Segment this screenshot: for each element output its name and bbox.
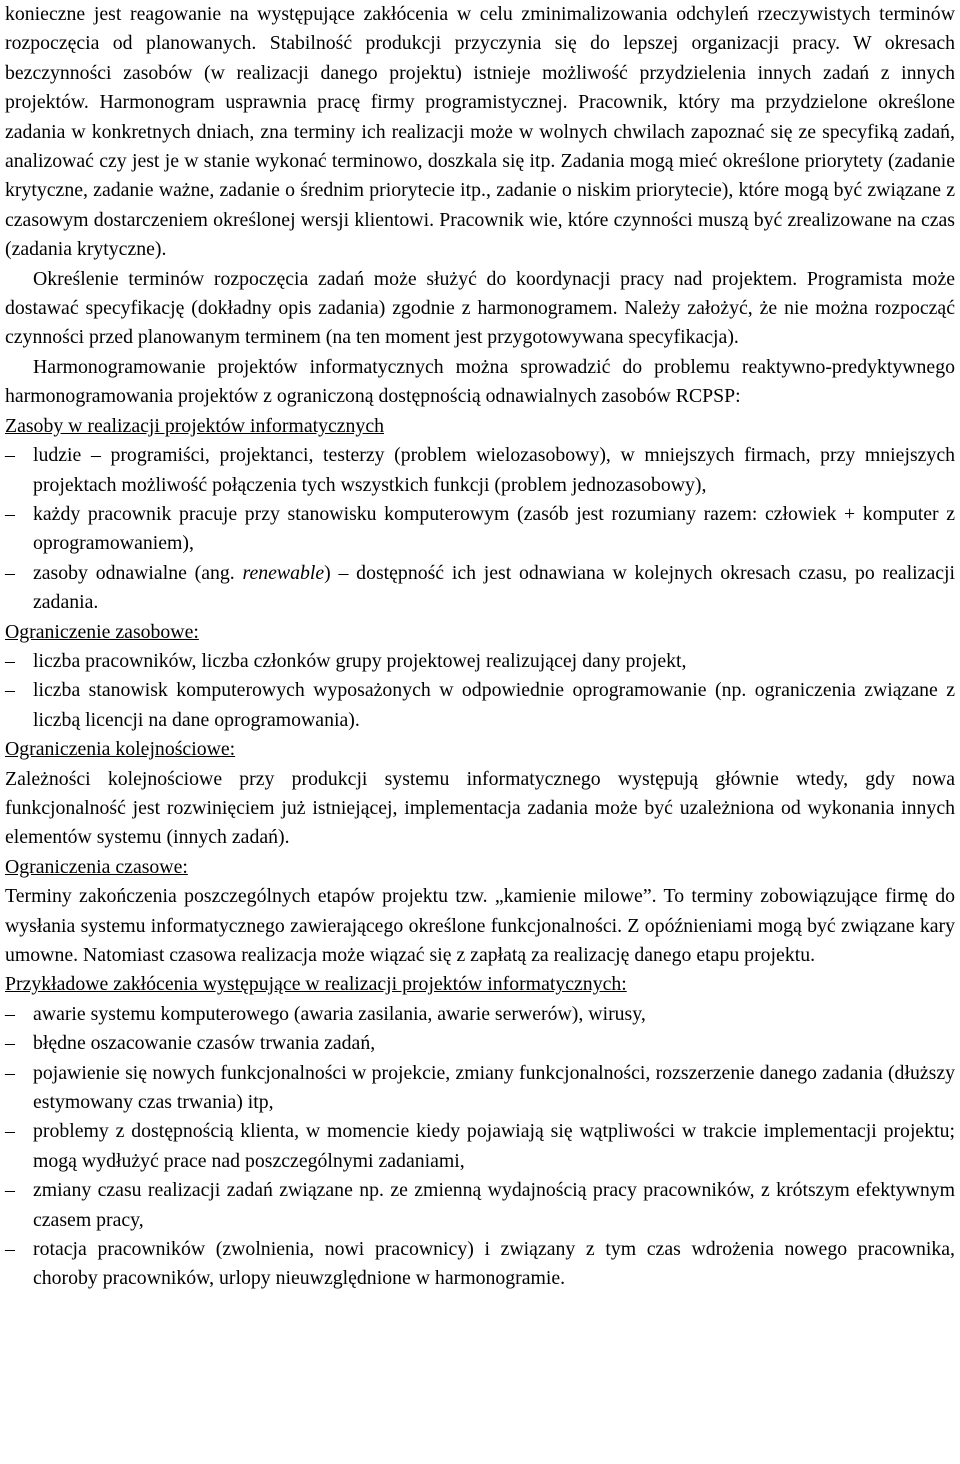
dash-bullet: – xyxy=(5,649,15,672)
heading-resources: Zasoby w realizacji projektów informatycznych xyxy=(5,414,384,437)
list-item xyxy=(5,676,955,735)
paragraph-schedule-stability: konieczne jest reagowanie na występujące zakłócenia w celu zminimalizowania odchyleń rzeczywistych terminów rozpoczęcia od planowanych. Stabilność produkcji przyczynia się do lepszej organizacji pracy. W okresach bezczynności zasobów (w realizacji danego projektu) istnieje możliwość przydzielenia innych zadań z innych projektów. Harmonogram usprawnia pracę firmy programistycznej. Pracownik, który ma przydzielone określone zadania w konkretnych dniach, zna terminy ich realizacji może w wolnych chwilach zapoznać się ze specyfiką zadań, analizować czy jest je w stanie wykonać terminowo, doszkala się itp. Zadania mogą mieć określone priorytety (zadanie krytyczne, zadanie ważne, zadanie o średnim priorytecie itp., zadanie o niskim priorytecie), które mogą być związane z czasowym dostarczeniem określonej wersji klientowi. Pracownik wie, które czynności muszą być zrealizowane na czas (zadania krytyczne). xyxy=(5,3,955,261)
paragraph-sequence-constraints: Zależności kolejnościowe przy produkcji systemu informatycznego występują głównie wtedy, gdy nowa funkcjonalność jest rozwinięciem już istniejącej, implementacja zadania może być uzależniona od wykonania innych elementów systemu (innych zadań). xyxy=(5,767,955,849)
list-item-text: liczba pracowników, liczba członków grupy projektowej realizującej dany projekt, xyxy=(33,649,687,672)
paragraph-time-constraints: Terminy zakończenia poszczególnych etapów projektu tzw. „kamienie milowe”. To terminy zobowiązujące firmę do wysłania systemu informatycznego zawierającego określone funkcjonalności. Z opóźnieniami mogą być związane kary umowne. Natomiast czasowa realizacja może wiązać się z zapłatą za realizację danego etapu projektu. xyxy=(5,885,955,966)
resources-list xyxy=(5,441,955,617)
list-item-text: błędne oszacowanie czasów trwania zadań, xyxy=(33,1032,376,1055)
dash-bullet: – xyxy=(5,1032,15,1055)
paragraph-rcpsp: Harmonogramowanie projektów informatycznych można sprowadzić do problemu reaktywno-predyktywnego harmonogramowania projektów z ograniczoną dostępnością odnawialnych zasobów RCPSP: xyxy=(5,355,955,408)
dash-bullet: – xyxy=(5,561,15,584)
dash-bullet: – xyxy=(5,679,15,702)
list-item-text: pojawienie się nowych funkcjonalności w projekcie, zmiany funkcjonalności, rozszerzenie danego zadania (dłuższy estymowany czas trwania) itp, xyxy=(33,1061,955,1114)
list-item-text-after: ) – dostępność ich jest odnawiana w kolejnych okresach czasu, po realizacji zadania. xyxy=(33,561,955,614)
list-item-text: rotacja pracowników (zwolnienia, nowi pracownicy) i związany z tym czas wdrożenia nowego pracownika, choroby pracowników, urlopy nieuwzględnione w harmonogramie. xyxy=(33,1238,955,1290)
dash-bullet: – xyxy=(5,1061,15,1084)
heading-sequence-constraints: Ograniczenia kolejnościowe: xyxy=(5,738,236,761)
paragraph-start-times: Określenie terminów rozpoczęcia zadań może służyć do koordynacji pracy nad projektem. Programista może dostawać specyfikację (dokładny opis zadania) zgodnie z harmonogramem. Należy założyć, że nie można rozpocząć czynności przed planowanym terminem (na ten moment jest przygotowywana specyfikacja). xyxy=(5,267,955,349)
list-item xyxy=(5,1029,955,1058)
list-item xyxy=(5,559,955,618)
resource-constraint-list xyxy=(5,647,955,735)
list-item-text: zmiany czasu realizacji zadań związane np. ze zmienną wydajnością pracy pracowników, z krótszym efektywnym czasem pracy, xyxy=(33,1179,955,1231)
dash-bullet: – xyxy=(5,444,15,467)
disruptions-list xyxy=(5,1000,955,1294)
dash-bullet: – xyxy=(5,1002,15,1025)
heading-disruptions: Przykładowe zakłócenia występujące w realizacji projektów informatycznych: xyxy=(5,973,627,996)
list-item xyxy=(5,1000,955,1029)
italic-term: renewable xyxy=(242,561,325,584)
heading-time-constraints: Ograniczenia czasowe: xyxy=(5,855,188,878)
dash-bullet: – xyxy=(5,1120,15,1143)
list-item-text: problemy z dostępnością klienta, w momencie kiedy pojawiają się wątpliwości w trakcie implementacji projektu; mogą wydłużyć prace nad poszczególnymi zadaniami, xyxy=(33,1120,955,1172)
list-item xyxy=(5,1059,955,1118)
document-page xyxy=(5,0,955,1294)
list-item xyxy=(5,441,955,500)
list-item-text: awarie systemu komputerowego (awaria zasilania, awarie serwerów), wirusy, xyxy=(33,1002,646,1025)
list-item xyxy=(5,1235,955,1294)
list-item-text: każdy pracownik pracuje przy stanowisku komputerowym (zasób jest rozumiany razem: człowiek + komputer z oprogramowaniem), xyxy=(33,502,955,555)
list-item xyxy=(5,1117,955,1176)
dash-bullet: – xyxy=(5,1238,15,1261)
list-item xyxy=(5,1176,955,1235)
list-item-text: liczba stanowisk komputerowych wyposażonych w odpowiednie oprogramowanie (np. ograniczenia związane z liczbą licencji na dane oprogramowania). xyxy=(33,679,955,731)
dash-bullet: – xyxy=(5,1179,15,1202)
list-item-text: ludzie – programiści, projektanci, testerzy (problem wielozasobowy), w mniejszych firmach, przy mniejszych projektach możliwość połączenia tych wszystkich funkcji (problem jednozasobowy), xyxy=(33,444,955,496)
list-item xyxy=(5,647,955,676)
heading-resource-constraint: Ograniczenie zasobowe: xyxy=(5,620,199,643)
dash-bullet: – xyxy=(5,502,15,525)
list-item-text-before: zasoby odnawialne (ang. xyxy=(33,561,243,584)
list-item xyxy=(5,500,955,559)
